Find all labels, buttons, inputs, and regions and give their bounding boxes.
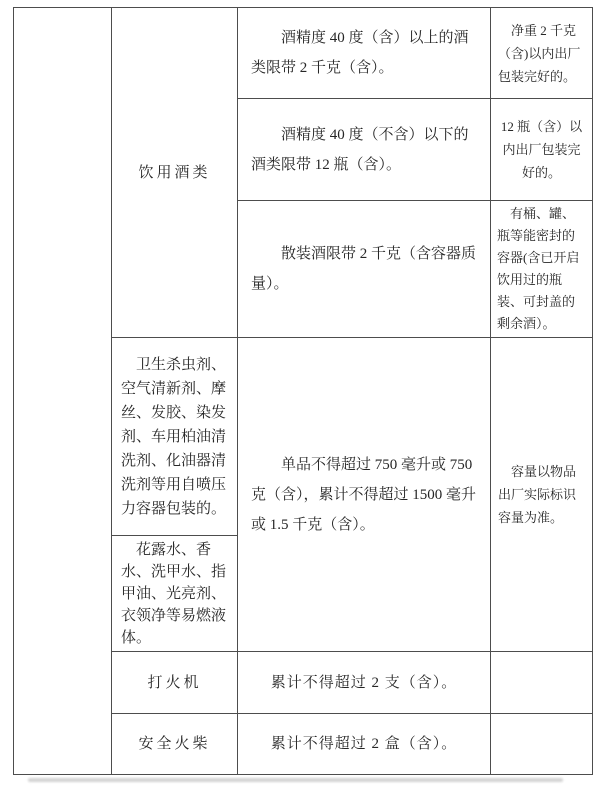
limit-lighter-text: 累计不得超过 2 支（含）。 [270, 674, 458, 691]
category-lighter-label: 打火机 [147, 674, 202, 691]
restrictions-table [13, 7, 593, 775]
limit-bulk-alcohol-cell [238, 201, 491, 338]
note-high-alcohol-text: 净重 2 千克（含)以内出厂包装完好的。 [498, 22, 581, 84]
category-safety-matches [112, 714, 238, 775]
limit-high-alcohol-text: 酒精度 40 度（含）以上的酒类限带 2 千克（含）。 [251, 30, 469, 76]
limit-safety-matches-text: 累计不得超过 2 盒（含）。 [270, 736, 458, 752]
category-flammable-liquids-text: 花露水、香水、洗甲水、指甲油、光亮剂、衣领净等易燃液体。 [121, 541, 227, 646]
note-safety-matches-cell [491, 714, 593, 775]
note-bulk-alcohol-text: 有桶、罐、瓶等能密封的容器(含已开启饮用过的瓶装、可封盖的剩余酒）。 [497, 206, 580, 331]
category-aerosol-products [112, 338, 238, 536]
category-flammable-liquids [112, 536, 238, 652]
limit-bulk-alcohol-text: 散装酒限带 2 千克（含容器质量）。 [251, 246, 477, 292]
table-row [14, 8, 593, 99]
limit-aerosol-flammable-text: 单品不得超过 750 毫升或 750 克（含），累计不得超过 1500 毫升或 1.5 千克（含）。 [251, 456, 477, 533]
note-aerosol-flammable-text: 容量以物品出厂实际标识容量为准。 [498, 464, 577, 525]
limit-lighter-cell [238, 652, 491, 714]
left-margin-cell [14, 8, 112, 775]
limit-aerosol-flammable-cell [238, 338, 491, 652]
category-aerosol-text: 卫生杀虫剂、空气清新剂、摩丝、发胶、染发剂、车用柏油清洗剂、化油器清洗剂等用自喷压力容器包装的。 [121, 356, 227, 517]
category-lighter [112, 652, 238, 714]
category-safety-matches-label: 安全火柴 [138, 736, 211, 752]
limit-high-alcohol-cell [238, 8, 491, 99]
category-drinking-alcohol [112, 8, 238, 338]
note-lighter-cell [491, 652, 593, 714]
note-low-alcohol-cell [491, 99, 593, 201]
category-label: 饮用酒类 [138, 164, 211, 181]
page-edge-shadow [28, 778, 563, 782]
note-aerosol-flammable-cell [491, 338, 593, 652]
note-high-alcohol-cell [491, 8, 593, 99]
note-low-alcohol-text: 12 瓶（含）以内出厂包装完好的。 [500, 119, 583, 180]
note-bulk-alcohol-cell [491, 201, 593, 338]
limit-low-alcohol-cell [238, 99, 491, 201]
limit-low-alcohol-text: 酒精度 40 度（不含）以下的酒类限带 12 瓶（含）。 [251, 126, 469, 173]
limit-safety-matches-cell [238, 714, 491, 775]
